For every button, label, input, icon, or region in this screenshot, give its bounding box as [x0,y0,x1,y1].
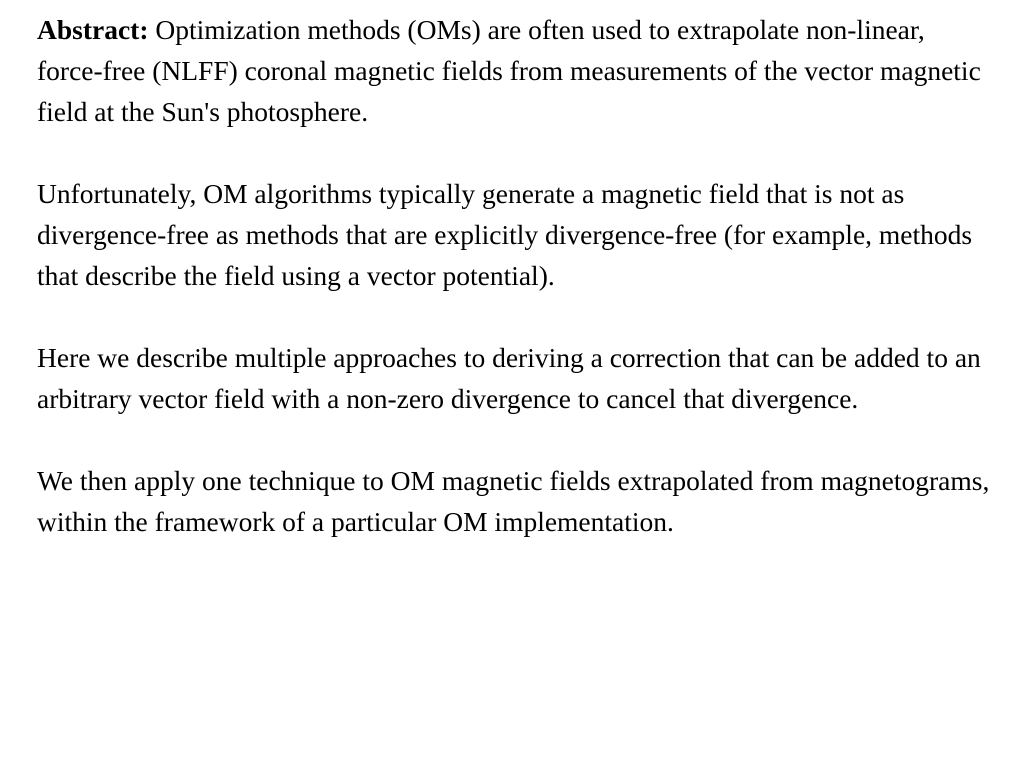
abstract-paragraph-4: We then apply one technique to OM magnetic fields extrapolated from magnetograms, within the framework of a particular OM implementation. [37,465,990,537]
abstract-paragraph-2: Unfortunately, OM algorithms typically generate a magnetic field that is not as divergence-free as methods that are explicitly divergence-free (for example, methods that describe the field using a vector potential). [37,178,973,291]
abstract-paragraph-3: Here we describe multiple approaches to deriving a correction that can be added to an arbitrary vector field with a non-zero divergence to cancel that divergence. [37,342,981,414]
abstract-paragraph-1 [37,9,997,132]
abstract-paragraph-1-text: Optimization methods (OMs) are often used to extrapolate non-linear, force-free (NLFF) coronal magnetic fields from measurements of the vector magnetic field at the Sun's photosphere. [37,14,981,127]
abstract-page [37,9,997,542]
abstract-label: Abstract: [37,14,149,45]
